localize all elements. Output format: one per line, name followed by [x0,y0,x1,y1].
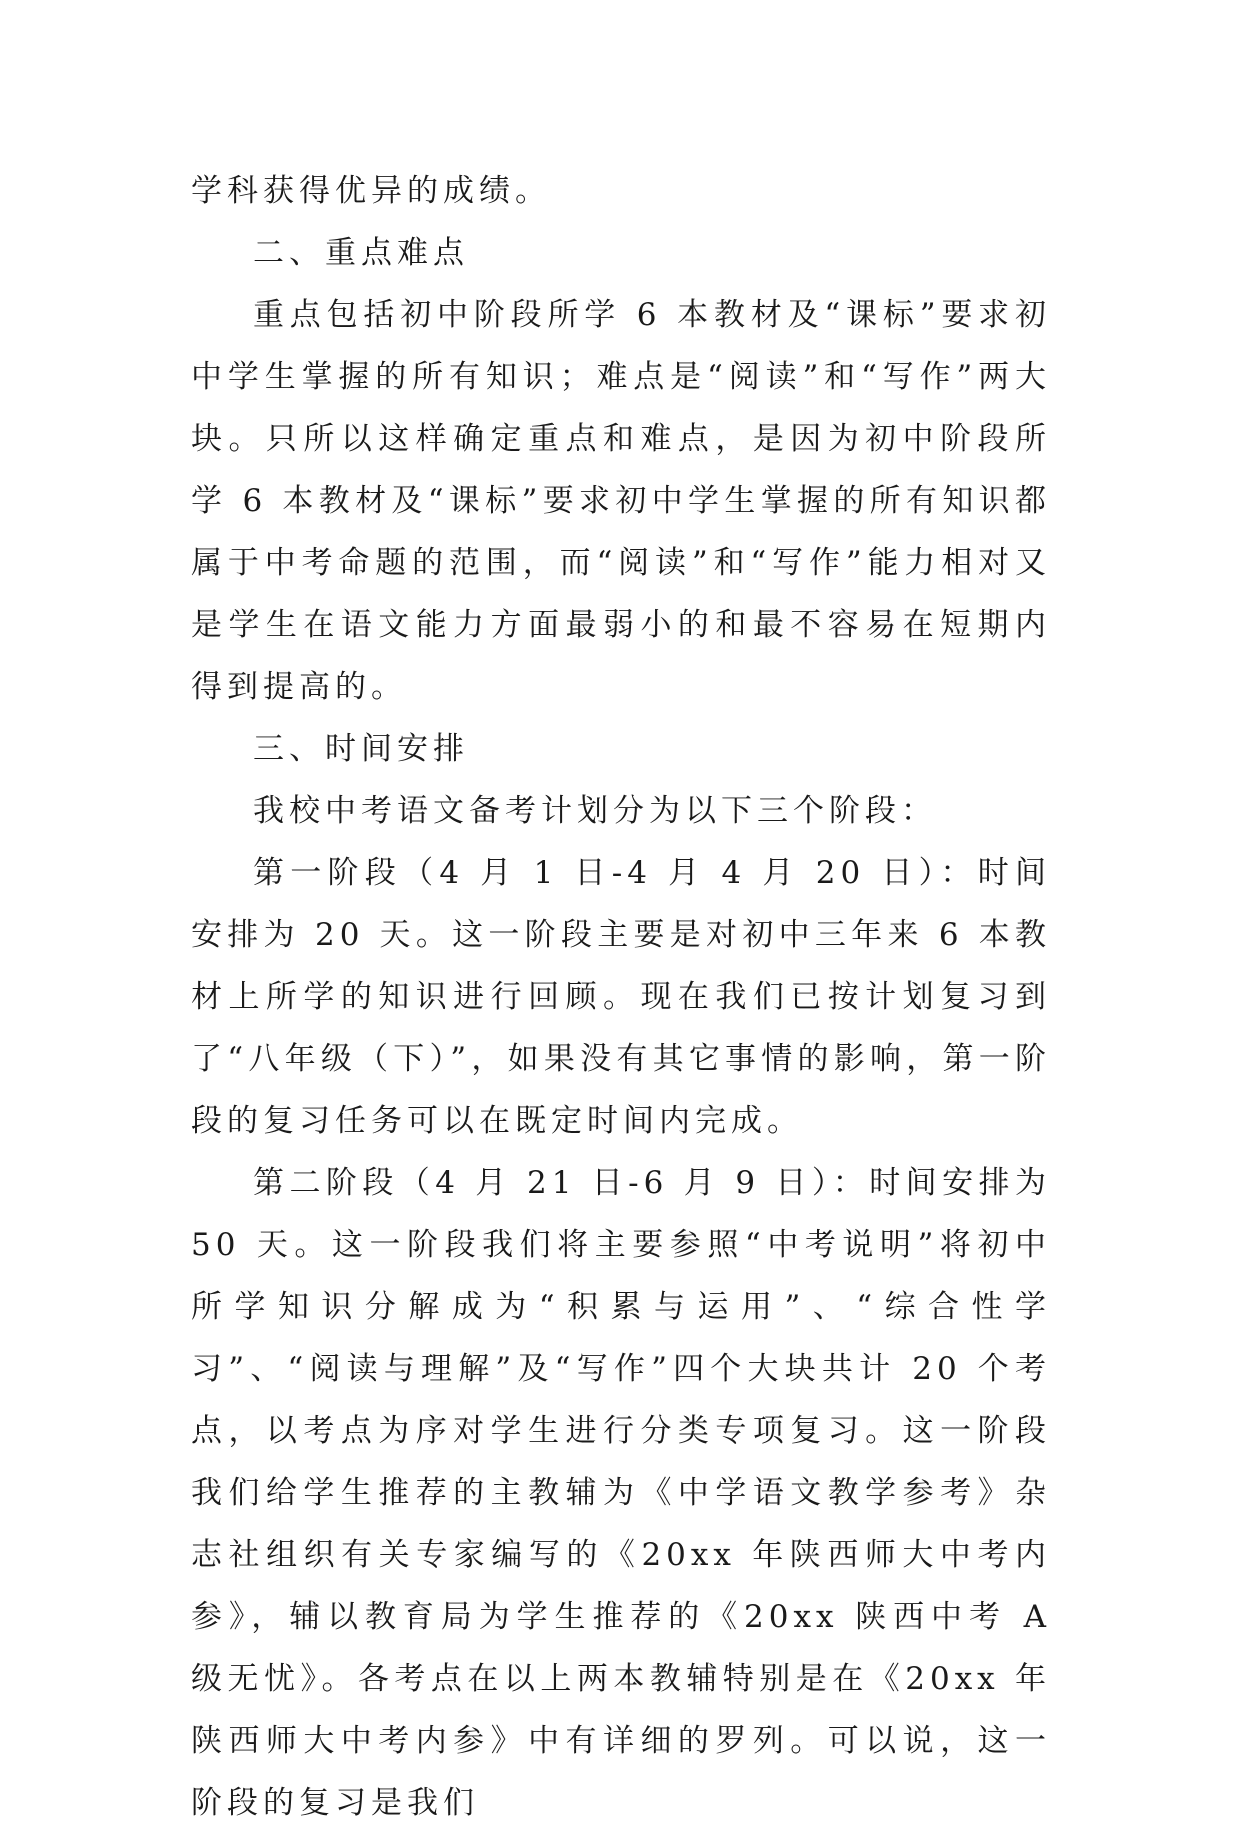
paragraph-stage-one: 第一阶段（4 月 1 日-4 月 4 月 20 日）：时间安排为 20 天。这一阶段主要是对初中三年来 6 本教材上所学的知识进行回顾。现在我们已按计划复习到了“八年级（下）”，如果没有其它事情的影响，第一阶段的复习任务可以在既定时间内完成。 [191,855,1051,1139]
section-heading-schedule: 三、时间安排 [253,731,469,767]
section-heading-key-points: 二、重点难点 [253,235,469,271]
paragraph-key-points: 重点包括初中阶段所学 6 本教材及“课标”要求初中学生掌握的所有知识；难点是“阅读”和“写作”两大块。只所以这样确定重点和难点，是因为初中阶段所学 6 本教材及“课标”要求初中学生掌握的所有知识都属于中考命题的范围，而“阅读”和“写作”能力相对又是学生在语文能力方面最弱小的和最不容易在短期内得到提高的。 [191,297,1051,705]
paragraph-stage-two: 第二阶段（4 月 21 日-6 月 9 日）：时间安排为 50 天。这一阶段我们将主要参照“中考说明”将初中所学知识分解成为“积累与运用”、“综合性学习”、“阅读与理解”及“写作”四个大块共计 20 个考点，以考点为序对学生进行分类专项复习。这一阶段我们给学生推荐的主教辅为《中学语文教学参考》杂志社组织有关专家编写的《20xx 年陕西师大中考内参》，辅以教育局为学生推荐的《20xx 陕西中考 A 级无忧》。各考点在以上两本教辅特别是在《20xx 年陕西师大中考内参》中有详细的罗列。可以说，这一阶段的复习是我们 [191,1165,1051,1821]
paragraph-continuation: 学科获得优异的成绩。 [191,173,551,209]
paragraph-schedule-intro: 我校中考语文备考计划分为以下三个阶段： [253,793,937,829]
document-body [191,160,1051,1834]
